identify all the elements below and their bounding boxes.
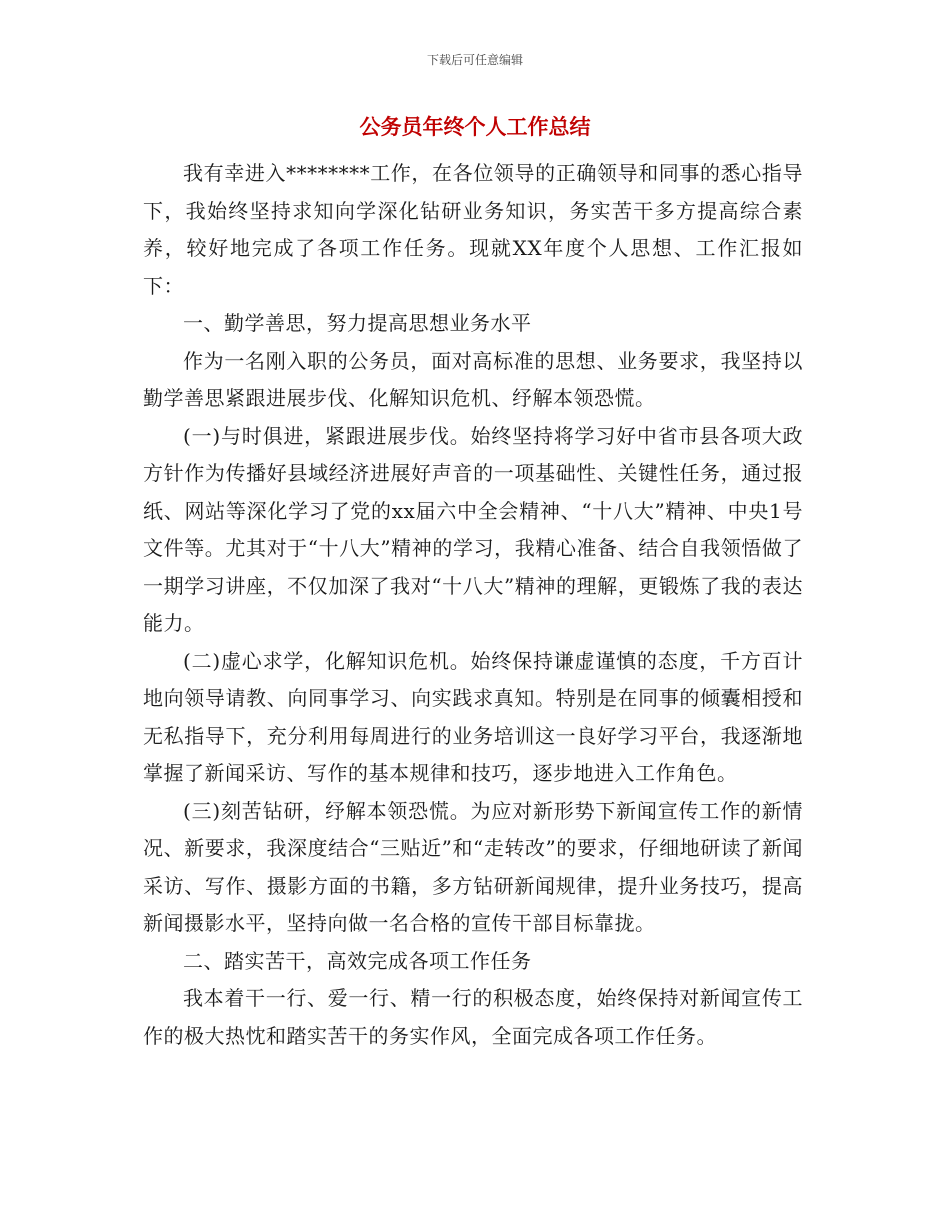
paragraph-intro: 我有幸进入********工作，在各位领导的正确领导和同事的悉心指导下，我始终坚持求知向学深化钻研业务知识，务实苦干多方提高综合素养，较好地完成了各项工作任务。现就XX年度个人思想、工作汇报如下： — [143, 161, 803, 298]
paragraph-section-1-intro: 作为一名刚入职的公务员，面对高标准的思想、业务要求，我坚持以勤学善思紧跟进展步伐、化解知识危机、纾解本领恐慌。 — [143, 348, 803, 410]
section-heading-1: 一、勤学善思，努力提高思想业务水平 — [183, 311, 532, 335]
section-heading-2: 二、踏实苦干，高效完成各项工作任务 — [183, 948, 532, 973]
page-header-note: 下载后可任意编辑 — [426, 53, 523, 67]
paragraph-subsection-3: (三)刻苦钻研，纾解本领恐慌。为应对新形势下新闻宣传工作的新情况、新要求，我深度结合“三贴近”和“走转改”的要求，仔细地研读了新闻采访、写作、摄影方面的书籍，多方钻研新闻规律，提升业务技巧，提高新闻摄影水平，坚持向做一名合格的宣传干部目标靠拢。 — [143, 798, 803, 935]
paragraph-subsection-2: (二)虚心求学，化解知识危机。始终保持谦虚谨慎的态度，千方百计地向领导请教、向同事学习、向实践求真知。特别是在同事的倾囊相授和无私指导下，充分利用每周进行的业务培训这一良好学习平台，我逐渐地掌握了新闻采访、写作的基本规律和技巧，逐步地进入工作角色。 — [143, 648, 803, 785]
paragraph-section-2-intro: 我本着干一行、爱一行、精一行的积极态度，始终保持对新闻宣传工作的极大热忱和踏实苦干的务实作风，全面完成各项工作任务。 — [143, 986, 803, 1048]
document-body — [143, 155, 803, 1055]
document-title: 公务员年终个人工作总结 — [359, 115, 591, 139]
paragraph-subsection-1: (一)与时俱进，紧跟进展步伐。始终坚持将学习好中省市县各项大政方针作为传播好县域经济进展好声音的一项基础性、关键性任务，通过报纸、网站等深化学习了党的xx届六中全会精神、“十八大”精神、中央1号文件等。尤其对于“十八大”精神的学习，我精心准备、结合自我领悟做了一期学习讲座，不仅加深了我对“十八大”精神的理解，更锻炼了我的表达能力。 — [143, 423, 803, 635]
